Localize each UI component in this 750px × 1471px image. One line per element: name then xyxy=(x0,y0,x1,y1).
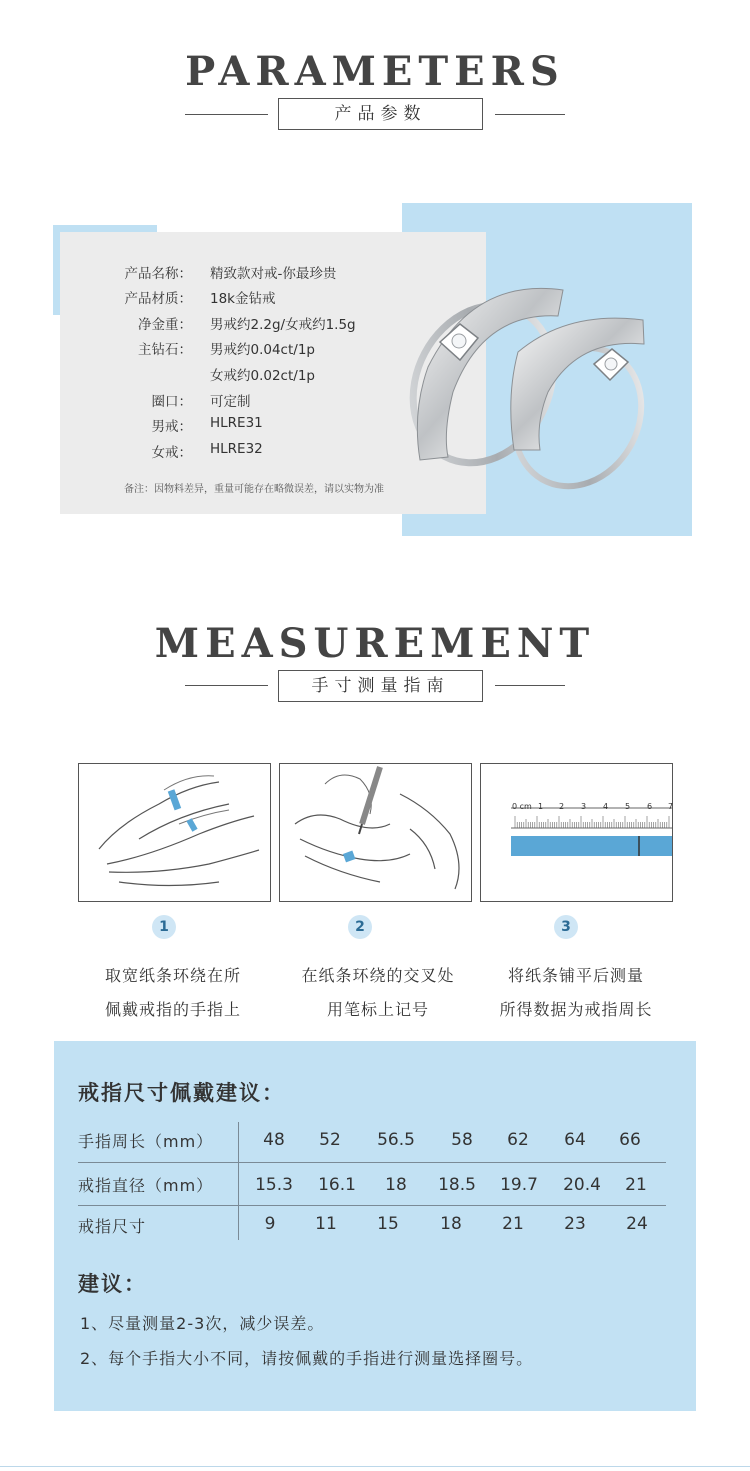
table-cell: 15 xyxy=(377,1214,399,1234)
rings-image xyxy=(398,272,683,502)
divider-left xyxy=(185,685,268,686)
table-cell: 18 xyxy=(385,1175,407,1195)
table-divider-row1 xyxy=(78,1162,666,1163)
table-cell: 66 xyxy=(619,1130,641,1150)
ruler-tick-label: 7 xyxy=(668,802,674,811)
step-1-illustration xyxy=(78,763,271,902)
ruler-tick-label: 6 xyxy=(647,802,653,811)
step-2-text-line2: 用笔标上记号 xyxy=(326,1000,429,1019)
divider-left xyxy=(185,114,268,115)
table-cell: 20.4 xyxy=(563,1175,601,1195)
table-cell: 64 xyxy=(564,1130,586,1150)
param-label: 产品材质： xyxy=(124,291,192,307)
step-1-text-line2: 佩戴戒指的手指上 xyxy=(104,1000,241,1019)
step-2-text-line1: 在纸条环绕的交叉处 xyxy=(301,966,455,985)
advice-item-2: 2、每个手指大小不同，请按佩戴的手指进行测量选择圈号。 xyxy=(80,1349,534,1368)
ruler-tick-label: 5 xyxy=(625,802,631,811)
advice-item-1: 1、尽量测量2-3次，减少误差。 xyxy=(80,1314,325,1333)
param-label: 圈口： xyxy=(151,394,192,410)
table-cell: 23 xyxy=(564,1214,586,1234)
row-label-ring-size: 戒指尺寸 xyxy=(78,1217,147,1236)
ruler-tick-label: 4 xyxy=(603,802,609,811)
param-row-size xyxy=(120,390,420,415)
bottom-rule xyxy=(0,1466,750,1467)
step-2-illustration xyxy=(279,763,472,902)
row-label-circumference: 手指周长（mm） xyxy=(78,1132,214,1151)
table-cell: 11 xyxy=(315,1214,337,1234)
paper-strip xyxy=(511,836,672,856)
ruler-unit: 0 cm xyxy=(512,802,532,811)
table-cell: 15.3 xyxy=(255,1175,293,1195)
param-label: 主钻石： xyxy=(138,342,192,358)
table-cell: 48 xyxy=(263,1130,285,1150)
row-label-diameter: 戒指直径（mm） xyxy=(78,1176,214,1195)
table-divider-row2 xyxy=(78,1205,666,1206)
param-row-diamond-female xyxy=(120,364,420,389)
advice-title: 建议： xyxy=(78,1272,147,1296)
param-row-female xyxy=(120,441,420,466)
table-cell: 18.5 xyxy=(438,1175,476,1195)
param-row-male xyxy=(120,415,420,440)
param-value: 男戒约2.2g/女戒约1.5g xyxy=(210,317,356,333)
param-value: 精致款对戒-你最珍贵 xyxy=(210,266,337,282)
param-row-weight xyxy=(120,313,420,338)
table-cell: 18 xyxy=(440,1214,462,1234)
table-cell: 52 xyxy=(319,1130,341,1150)
param-value: HLRE31 xyxy=(210,415,263,431)
step-2-number: 2 xyxy=(348,915,372,939)
size-guide-title: 戒指尺寸佩戴建议： xyxy=(78,1081,285,1105)
step-3-text-line1: 将纸条铺平后测量 xyxy=(507,966,644,985)
measurement-subtitle: 手寸测量指南 xyxy=(278,670,483,702)
table-cell: 21 xyxy=(502,1214,524,1234)
measurement-title: MEASUREMENT xyxy=(154,620,596,667)
param-label: 产品名称： xyxy=(124,266,192,282)
ruler-ticks xyxy=(515,816,669,828)
parameter-note: 备注：因物料差异，重量可能存在略微误差，请以实物为准 xyxy=(124,484,384,495)
param-row-name xyxy=(120,262,420,287)
table-cell: 21 xyxy=(625,1175,647,1195)
table-cell: 58 xyxy=(451,1130,473,1150)
param-label: 男戒： xyxy=(151,419,192,435)
table-cell: 62 xyxy=(507,1130,529,1150)
table-cell: 56.5 xyxy=(377,1130,415,1150)
female-ring xyxy=(490,318,666,509)
table-cell: 9 xyxy=(264,1214,276,1234)
step-3-illustration xyxy=(480,763,673,902)
step-3-text-line2: 所得数据为戒指周长 xyxy=(499,1000,653,1019)
divider-right xyxy=(495,685,565,686)
param-row-diamond xyxy=(120,338,420,363)
ruler-tick-label: 1 xyxy=(538,802,544,811)
param-row-material xyxy=(120,287,420,312)
param-value: 女戒约0.02ct/1p xyxy=(210,368,315,384)
hand-wrap-icon xyxy=(79,764,270,901)
param-label: 净金重： xyxy=(138,317,192,333)
table-cell: 19.7 xyxy=(500,1175,538,1195)
hand-mark-icon xyxy=(280,764,471,901)
step-3-number: 3 xyxy=(554,915,578,939)
ruler-icon xyxy=(481,764,672,901)
ruler-tick-label: 3 xyxy=(581,802,587,811)
ruler-tick-label: 2 xyxy=(559,802,565,811)
param-value: HLRE32 xyxy=(210,441,263,457)
param-value: 可定制 xyxy=(210,394,251,410)
table-divider-vertical xyxy=(238,1122,239,1240)
parameters-title: PARAMETERS xyxy=(185,48,565,95)
divider-right xyxy=(495,114,565,115)
step-1-text-line1: 取宽纸条环绕在所 xyxy=(104,966,241,985)
param-value: 18k金钻戒 xyxy=(210,291,276,307)
table-cell: 16.1 xyxy=(318,1175,356,1195)
parameters-subtitle: 产品参数 xyxy=(278,98,483,130)
step-1-number: 1 xyxy=(152,915,176,939)
param-value: 男戒约0.04ct/1p xyxy=(210,342,315,358)
table-cell: 24 xyxy=(626,1214,648,1234)
param-label: 女戒： xyxy=(151,445,192,461)
